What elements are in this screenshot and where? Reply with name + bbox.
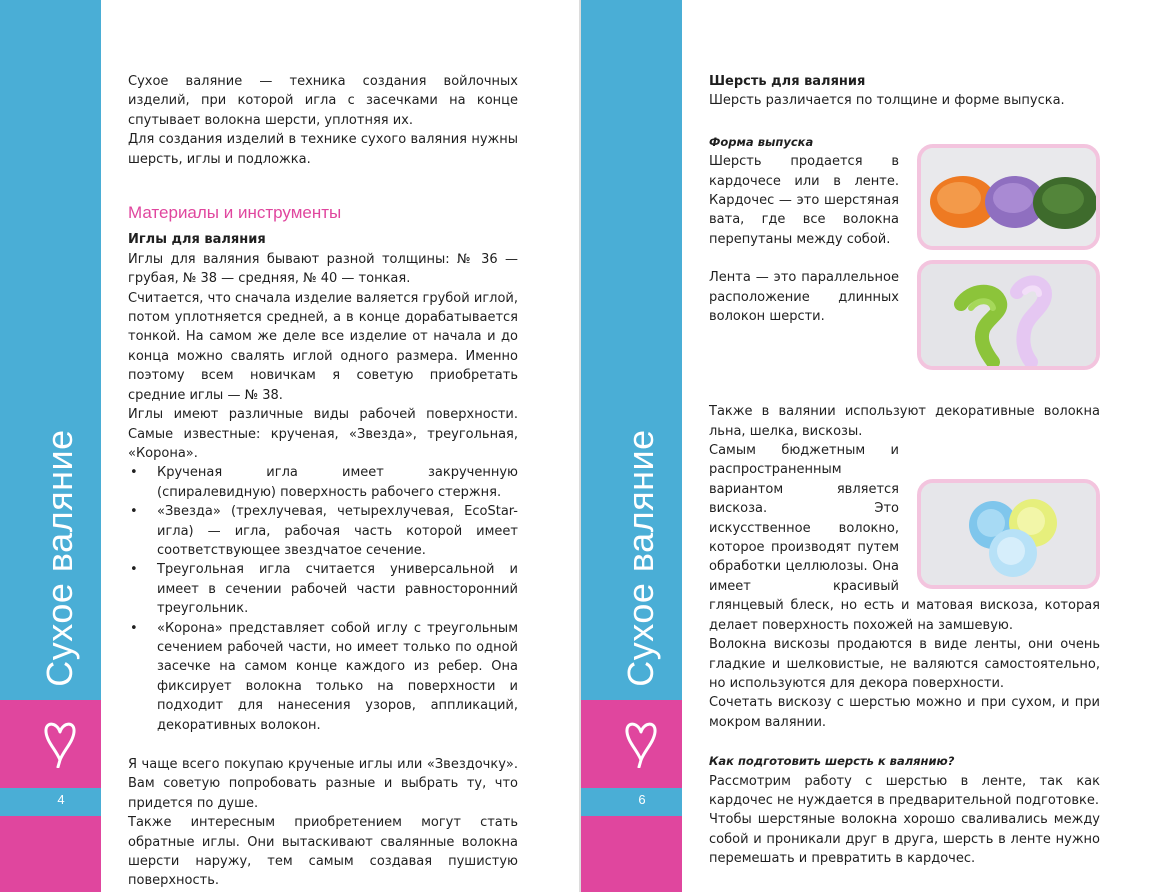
heart-icon [624,718,658,768]
right-sidebar-title: Сухое валяние [620,429,661,687]
needles-paragraph-1: Иглы для валяния бывают разной толщины: № 36 — грубая, № 38 — средняя, № 40 — тонкая. [128,251,518,287]
intro-paragraph-2: Для создания изделий в технике сухого валяния нужны шерсть, иглы и подложка. [128,132,518,167]
prep-text-1: Рассмотрим работу с шерстью в ленте, так как кардочес не нуждается в предварительной подготовке. [709,773,1100,808]
closing-paragraph-1: Я чаще всего покупаю крученые иглы или «Звездочку». Вам советую попробовать разные и выбрать ту, что придется по душе. [128,757,518,811]
list-item: • «Звезда» (трехлучевая, четырехлучевая, EcoStar-игла) — игла, рабочая часть которой имеет соответствующее звездчатое сечение. [157,502,518,560]
subheading-needles: Иглы для валяния [128,232,266,248]
viscose-text: Самым бюджетным и распространенным вариантом является вискоза. Это искусственное волокно, которое производят путем обработки целлюлозы. Она имеет красивый глянцевый блеск, но есть и матовая вискоза, которая делает поверхность похожей на замшевую. [709,443,1100,633]
form-text: Шерсть продается в кардочесе или в ленте. Кардочес — это шерстяная вата, где все волокна перепутаны между собой. [709,154,899,247]
viscose-text-3: Сочетать вискозу с шерстью можно и при сухом, и при мокром валянии. [709,695,1100,730]
form-label: Форма выпуска [709,134,814,149]
list-item: • Треугольная игла считается универсальной и имеет в сечении рабочей части равносторонний треугольник. [157,560,518,618]
viscose-text-2: Волокна вискозы продаются в виде ленты, они очень гладкие и шелковистые, не валяются самостоятельно, но используются для декора поверхности. [709,637,1100,691]
left-text-column [128,72,518,891]
heart-icon [43,718,77,768]
wool-heading: Шерсть для валяния [709,74,866,89]
closing-paragraph-2: Также интересным приобретением могут стать обратные иглы. Они вытаскивают свалянные волокна шерсти наружу, тем самым создавая пушистую поверхность. [128,815,518,889]
needle-types-list [128,463,518,735]
right-page [581,0,1159,892]
needles-paragraph-3: Иглы имеют различные виды рабочей поверхности. Самые известные: крученая, «Звезда», треугольная, «Корона». [128,407,518,461]
prep-label: Как подготовить шерсть к валянию? [709,754,955,769]
section-title: Материалы и инструменты [128,203,342,223]
viscose-image [921,483,1096,585]
left-page [0,0,579,892]
right-text-column [709,72,1100,869]
carded-wool-image [921,148,1096,246]
carded-wool-photo [917,144,1100,250]
list-item: • Крученая игла имеет закрученную (спиралевидную) поверхность рабочего стержня. [157,463,518,502]
right-page-number: 6 [638,792,646,807]
left-sidebar-strip [0,0,101,892]
prep-text-2: Чтобы шерстяные волокна хорошо сваливались между собой и проникали друг в друга, шерсть в ленте нужно перемешать и превратить в кардочес. [709,812,1100,867]
ribbon-wool-photo [917,260,1100,370]
right-sidebar-strip [581,0,682,892]
intro-paragraph-1: Сухое валяние — техника создания войлочных изделий, при которой игла с засечками на конце спутывает волокна шерсти, уплотняя их. [128,74,518,128]
left-page-number: 4 [57,792,65,807]
needles-paragraph-2: Считается, что сначала изделие валяется грубой иглой, потом уплотняется средней, а в конце дорабатывается тонкой. На самом же деле все изделие от начала и до конца можно свалять иглой одного размера. Именно поэтому всем новичкам я советую приобретать средние иглы — № 38. [128,290,518,403]
ribbon-wool-image [921,264,1096,366]
viscose-photo [917,479,1100,589]
wool-heading-text: Шерсть различается по толщине и форме выпуска. [709,93,1065,109]
left-sidebar-title: Сухое валяние [39,429,80,687]
decor-text: Также в валянии используют декоративные волокна льна, шелка, вискозы. [709,404,1100,439]
list-item: • «Корона» представляет собой иглу с треугольным сечением рабочей части, но имеет только по одной засечке на самом конце каждого из ребер. Она фиксирует волокна только на поверхности и подходит для нанесения узоров, аппликаций, декоративных волокон. [157,619,518,735]
ribbon-text: Лента — это параллельное расположение длинных волокон шерсти. [709,270,899,325]
